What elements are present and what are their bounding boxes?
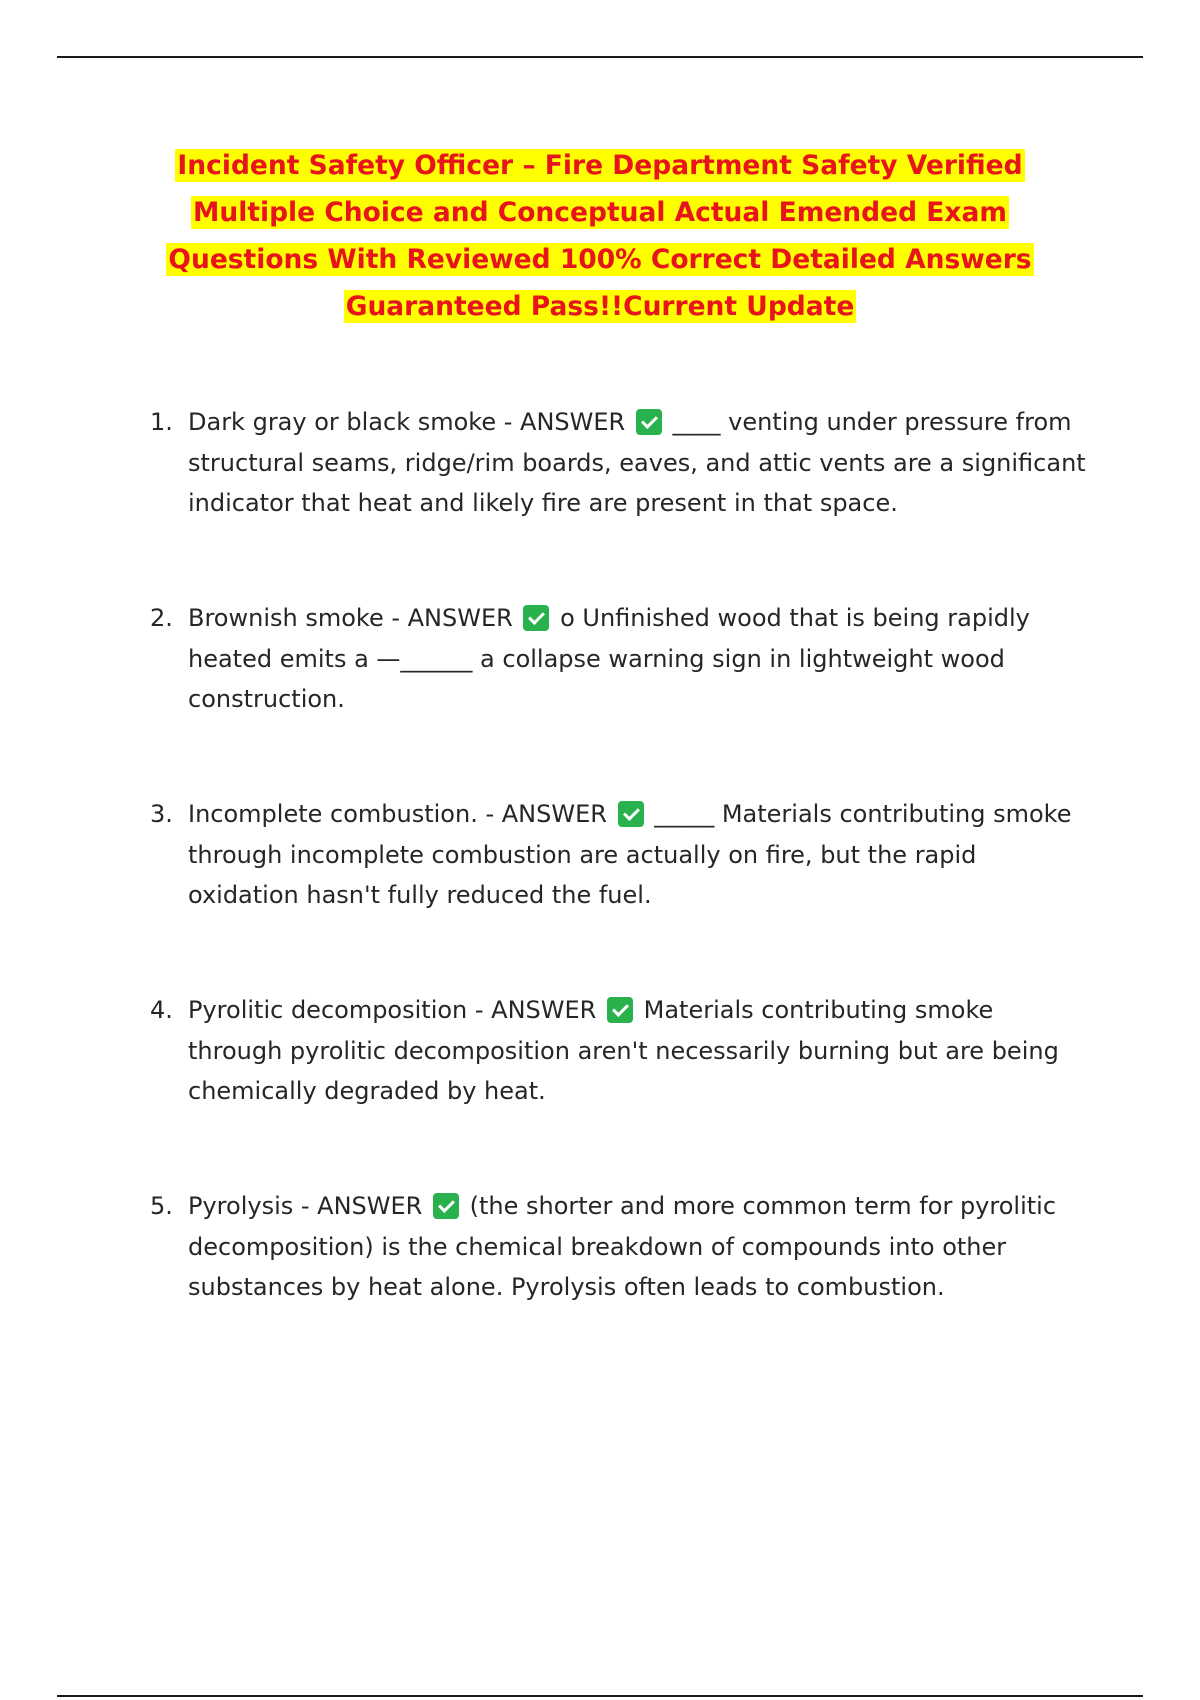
check-mark-box-icon — [607, 997, 633, 1023]
check-mark-box-icon — [523, 605, 549, 631]
question-number: 2. — [150, 604, 173, 632]
question-item-5 — [150, 1186, 1090, 1382]
question-term: Incomplete combustion. - ANSWER — [188, 800, 607, 828]
question-item-3 — [150, 794, 1090, 990]
check-mark-box-icon — [433, 1193, 459, 1219]
title-line-1: Incident Safety Officer – Fire Department Safety Verified — [177, 150, 1023, 181]
answer-text: (the shorter and more common term for pyrolitic decomposition) is the chemical breakdown of compounds into other substances by heat alone. Pyrolysis often leads to combustion. — [188, 1192, 1057, 1301]
question-number: 1. — [150, 408, 173, 436]
title-line-4: Guaranteed Pass!!Current Update — [345, 291, 855, 322]
question-number: 3. — [150, 800, 173, 828]
title-line-3: Questions With Reviewed 100% Correct Detailed Answers — [168, 244, 1032, 275]
check-mark-box-icon — [636, 409, 662, 435]
question-term: Dark gray or black smoke - ANSWER — [188, 408, 626, 436]
question-term: Pyrolysis - ANSWER — [188, 1192, 423, 1220]
question-item-4 — [150, 990, 1090, 1186]
title-line-2: Multiple Choice and Conceptual Actual Emended Exam — [193, 197, 1007, 228]
question-term: Pyrolitic decomposition - ANSWER — [188, 996, 597, 1024]
question-term: Brownish smoke - ANSWER — [188, 604, 513, 632]
answer-text: ____ venting under pressure from structural seams, ridge/rim boards, eaves, and attic vents are a significant indicator that heat and likely fire are present in that space. — [188, 408, 1086, 517]
question-number: 4. — [150, 996, 173, 1024]
document-title — [150, 142, 1050, 330]
question-number: 5. — [150, 1192, 173, 1220]
check-mark-box-icon — [618, 801, 644, 827]
question-item-1 — [150, 402, 1090, 598]
question-item-2 — [150, 598, 1090, 794]
answer-text: _____ Materials contributing smoke through incomplete combustion are actually on fire, but the rapid oxidation hasn't fully reduced the fuel. — [188, 800, 1072, 909]
top-rule — [57, 56, 1143, 58]
question-list — [150, 402, 1090, 1382]
bottom-rule — [57, 1695, 1143, 1697]
answer-text: o Unfinished wood that is being rapidly heated emits a —______ a collapse warning sign in lightweight wood construction. — [188, 604, 1030, 713]
answer-text: Materials contributing smoke through pyrolitic decomposition aren't necessarily burning but are being chemically degraded by heat. — [188, 996, 1059, 1105]
